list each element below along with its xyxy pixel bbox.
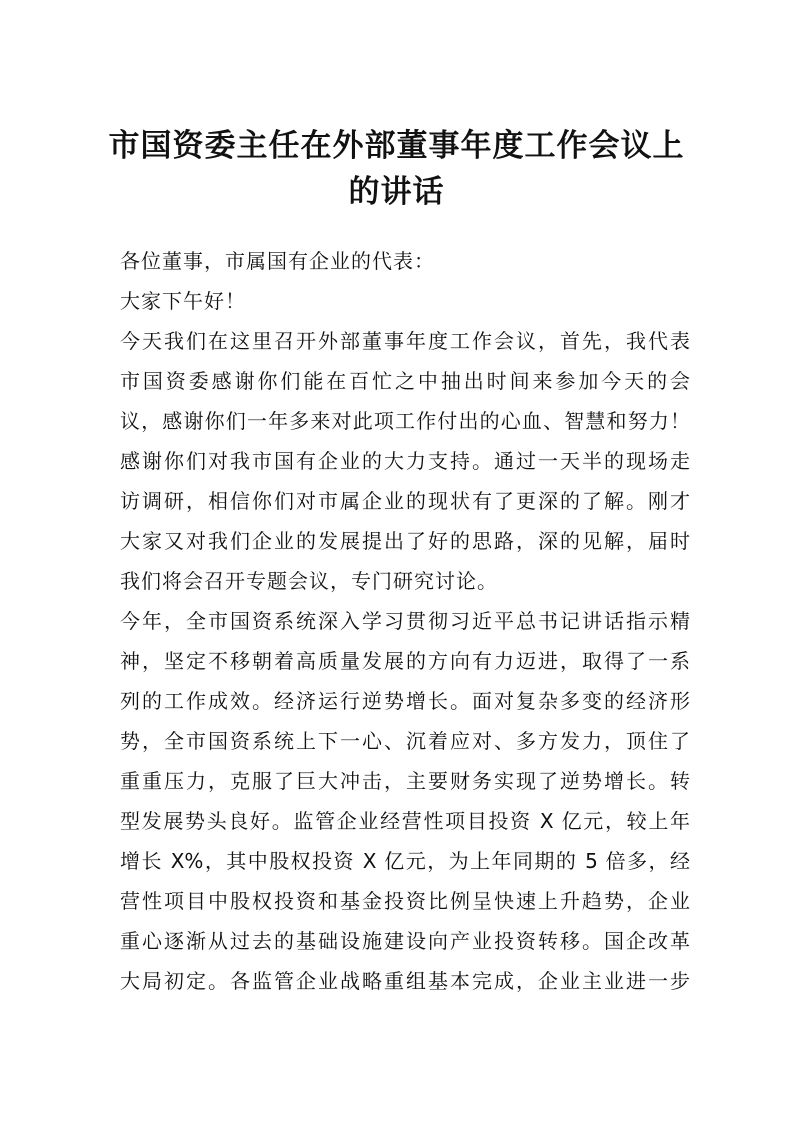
body-line: 感谢你们对我市国有企业的大力支持。通过一天半的现场走: [120, 449, 690, 473]
document-title-line-1: 市国资委主任在外部董事年度工作会议上: [108, 128, 685, 164]
body-line: 增长 X%，其中股权投资 X 亿元，为上年同期的 5 倍多，经: [120, 849, 690, 873]
document-body: [120, 241, 690, 1001]
document-title-line-2: 的讲话: [348, 174, 445, 210]
body-line: 大局初定。各监管企业战略重组基本完成，企业主业进一步: [120, 969, 690, 993]
body-line: 型发展势头良好。监管企业经营性项目投资 X 亿元，较上年: [120, 809, 690, 833]
body-line: 议，感谢你们一年多来对此项工作付出的心血、智慧和努力！: [120, 409, 690, 433]
body-line: 今天我们在这里召开外部董事年度工作会议，首先，我代表: [120, 329, 690, 353]
body-line: 各位董事，市属国有企业的代表：: [120, 249, 435, 273]
body-line: 市国资委感谢你们能在百忙之中抽出时间来参加今天的会: [120, 369, 690, 393]
body-line: 重重压力，克服了巨大冲击，主要财务实现了逆势增长。转: [120, 769, 690, 793]
body-line: 列的工作成效。经济运行逆势增长。面对复杂多变的经济形: [120, 689, 690, 713]
body-line: 重心逐渐从过去的基础设施建设向产业投资转移。国企改革: [120, 929, 690, 953]
body-line: 神，坚定不移朝着高质量发展的方向有力迈进，取得了一系: [120, 649, 690, 673]
body-line: 访调研，相信你们对市属企业的现状有了更深的了解。刚才: [120, 489, 690, 513]
body-line: 我们将会召开专题会议，专门研究讨论。: [120, 569, 498, 593]
body-line: 势，全市国资系统上下一心、沉着应对、多方发力，顶住了: [120, 729, 690, 753]
body-line: 大家下午好！: [120, 289, 246, 313]
body-line: 今年，全市国资系统深入学习贯彻习近平总书记讲话指示精: [120, 609, 690, 633]
body-line: 营性项目中股权投资和基金投资比例呈快速上升趋势，企业: [120, 889, 690, 913]
body-line: 大家又对我们企业的发展提出了好的思路，深的见解，届时: [120, 529, 690, 553]
